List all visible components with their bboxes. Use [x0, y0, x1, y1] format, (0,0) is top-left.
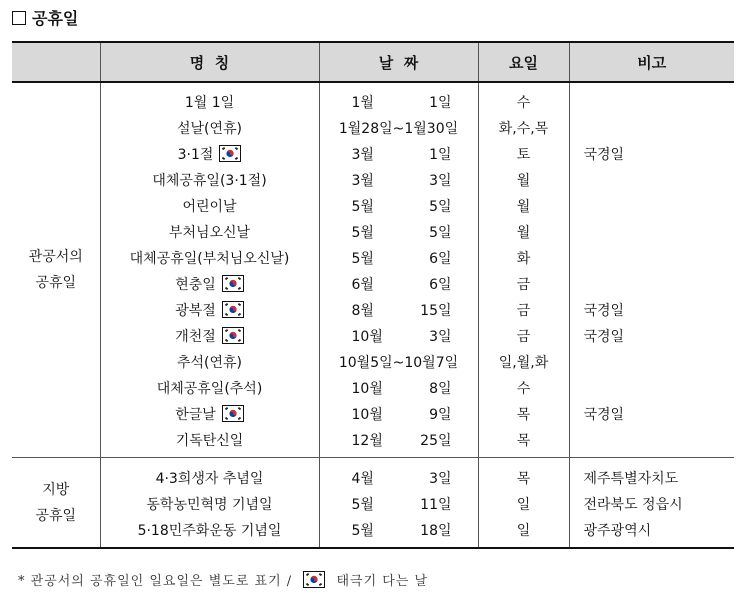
holiday-note: [570, 116, 735, 142]
holiday-note: [570, 90, 735, 116]
holiday-date-day: 3일: [429, 471, 452, 487]
holiday-name-text: 4·3희생자 추념일: [155, 471, 264, 487]
holiday-weekday: 일: [516, 523, 531, 539]
holiday-table: [12, 41, 734, 549]
holiday-name: [101, 298, 319, 324]
holiday-date-month: 3월: [351, 147, 374, 163]
public-dates-col: [320, 83, 478, 457]
holiday-date-month: 12월: [351, 433, 383, 449]
holiday-weekday: 금: [516, 303, 531, 319]
holiday-note: [570, 220, 735, 246]
holiday-date: [320, 298, 478, 324]
holiday-date: [320, 142, 478, 168]
holiday-date-day: 1일: [429, 147, 452, 163]
header-category: [12, 42, 100, 82]
public-weekdays-col: [479, 83, 569, 457]
holiday-name-text: 한글날: [175, 407, 216, 423]
holiday-name-text: 1월 1일: [184, 95, 235, 111]
holiday-name-text: 대체공휴일(추석): [156, 381, 263, 397]
holiday-date-day: 1일: [429, 95, 452, 111]
holiday-note: [570, 168, 735, 194]
holiday-date-day: 6일: [429, 251, 452, 267]
holiday-name-text: 부처님오신날: [168, 225, 251, 241]
holiday-weekday: 일: [516, 497, 531, 513]
category-local-line2: 공휴일: [35, 507, 77, 524]
footnote: [18, 570, 428, 589]
holiday-name-text: 대체공휴일(3·1절): [152, 173, 267, 189]
holiday-note: [570, 428, 735, 454]
holiday-name-text: 개천절: [175, 329, 216, 345]
holiday-date: [320, 272, 478, 298]
public-notes-col: [570, 83, 735, 457]
holiday-date-month: 5월: [351, 523, 374, 539]
holiday-note: 제주특별자치도: [583, 471, 679, 487]
holiday-note: 국경일: [583, 407, 625, 423]
holiday-date: [320, 220, 478, 246]
holiday-weekday: 토: [516, 147, 531, 163]
table-header-row: [12, 42, 734, 82]
holiday-weekday: 일,월,화: [498, 355, 549, 371]
holiday-date-day: 18일: [420, 523, 452, 539]
header-note: 비고: [569, 42, 734, 82]
taegukgi-flag-icon: [303, 571, 325, 588]
local-holiday-group: [12, 458, 734, 549]
holiday-name: [101, 142, 319, 168]
holiday-note: [570, 246, 735, 272]
category-local: [12, 458, 100, 549]
local-names-col: [101, 458, 319, 547]
holiday-date: [320, 168, 478, 194]
taegukgi-flag-icon: [219, 145, 241, 162]
holiday-weekday: 월: [516, 173, 531, 189]
holiday-date-day: 9일: [429, 407, 452, 423]
holiday-date-range: 1월28일~1월30일: [338, 121, 459, 137]
holiday-date: [320, 466, 478, 492]
holiday-weekday: 목: [516, 407, 531, 423]
holiday-date-day: 5일: [429, 199, 452, 215]
local-weekdays-col: [479, 458, 569, 547]
public-names-col: [101, 83, 319, 457]
holiday-name: [101, 90, 319, 116]
holiday-name-text: 동학농민혁명 기념일: [146, 497, 273, 513]
holiday-name-text: 3·1절: [177, 147, 214, 163]
holiday-date-day: 5일: [429, 225, 452, 241]
holiday-note: 국경일: [583, 303, 625, 319]
holiday-date-day: 11일: [420, 497, 452, 513]
holiday-name: [101, 194, 319, 220]
holiday-date-month: 10월: [351, 329, 383, 345]
taegukgi-flag-icon: [222, 327, 244, 344]
holiday-name: [101, 168, 319, 194]
holiday-weekday: 목: [516, 471, 531, 487]
holiday-date: [320, 492, 478, 518]
holiday-name-text: 기독탄신일: [175, 433, 244, 449]
holiday-date: [320, 402, 478, 428]
holiday-weekday: 월: [516, 225, 531, 241]
holiday-date: [320, 428, 478, 454]
holiday-name: [101, 272, 319, 298]
public-holiday-group: [12, 82, 734, 458]
holiday-note: [570, 194, 735, 220]
holiday-name-text: 추석(연휴): [176, 355, 243, 371]
holiday-weekday: 화: [516, 251, 531, 267]
holiday-weekday: 목: [516, 433, 531, 449]
holiday-note: [570, 376, 735, 402]
holiday-date-month: 10월: [351, 381, 383, 397]
holiday-date: [320, 246, 478, 272]
holiday-date-day: 8일: [429, 381, 452, 397]
holiday-date-day: 15일: [420, 303, 452, 319]
holiday-date-month: 5월: [351, 225, 374, 241]
holiday-name-text: 설날(연휴): [176, 121, 243, 137]
holiday-name: [101, 350, 319, 376]
holiday-date-month: 1월: [351, 95, 374, 111]
holiday-weekday: 수: [516, 381, 531, 397]
holiday-date: [320, 376, 478, 402]
holiday-name: [101, 428, 319, 454]
taegukgi-flag-icon: [222, 301, 244, 318]
header-date: 날 짜: [319, 42, 478, 82]
category-local-line1: 지방: [42, 481, 70, 498]
holiday-date-range: 10월5일~10월7일: [338, 355, 459, 371]
footnote-text-2: 태극기 다는 날: [336, 574, 429, 589]
category-public-line2: 공휴일: [35, 275, 77, 291]
holiday-date: [320, 194, 478, 220]
holiday-weekday: 수: [516, 95, 531, 111]
holiday-date-month: 8월: [351, 303, 374, 319]
holiday-name-text: 광복절: [175, 303, 216, 319]
footnote-text-1: * 관공서의 공휴일인 일요일은 별도로 표기 /: [18, 574, 293, 589]
holiday-name-text: 현충일: [175, 277, 216, 293]
holiday-name: [101, 376, 319, 402]
holiday-name: [101, 324, 319, 350]
checkbox-square-icon: [12, 11, 26, 25]
holiday-date-month: 4월: [351, 471, 374, 487]
local-dates-col: [320, 458, 478, 547]
holiday-date: [320, 518, 478, 544]
holiday-date: [320, 350, 478, 376]
holiday-date: [320, 116, 478, 142]
holiday-weekday: 금: [516, 277, 531, 293]
holiday-name: [101, 492, 319, 518]
local-notes-col: [570, 458, 735, 547]
holiday-date-month: 3월: [351, 173, 374, 189]
holiday-date-month: 6월: [351, 277, 374, 293]
header-weekday: 요일: [478, 42, 569, 82]
holiday-date-day: 3일: [429, 173, 452, 189]
header-name: 명 칭: [100, 42, 319, 82]
holiday-weekday: 화,수,목: [498, 121, 549, 137]
taegukgi-flag-icon: [222, 405, 244, 422]
holiday-name: [101, 518, 319, 544]
holiday-note: 전라북도 정읍시: [583, 497, 683, 513]
holiday-date: [320, 324, 478, 350]
taegukgi-flag-icon: [222, 275, 244, 292]
holiday-name-text: 5·18민주화운동 기념일: [137, 523, 282, 539]
holiday-note: [570, 350, 735, 376]
holiday-note: 국경일: [583, 147, 625, 163]
category-public-line1: 관공서의: [28, 249, 83, 265]
holiday-name-text: 어린이날: [182, 199, 237, 215]
holiday-name: [101, 402, 319, 428]
page-title: [12, 6, 78, 29]
holiday-date-day: 6일: [429, 277, 452, 293]
holiday-date-day: 25일: [420, 433, 452, 449]
page-title-text: 공휴일: [32, 9, 79, 28]
holiday-name: [101, 220, 319, 246]
holiday-weekday: 금: [516, 329, 531, 345]
holiday-name-text: 대체공휴일(부처님오신날): [129, 251, 290, 267]
holiday-date-month: 10월: [351, 407, 383, 423]
holiday-note: 국경일: [583, 329, 625, 345]
holiday-date-month: 5월: [351, 497, 374, 513]
holiday-weekday: 월: [516, 199, 531, 215]
holiday-name: [101, 246, 319, 272]
category-public: [12, 82, 100, 458]
holiday-date-month: 5월: [351, 251, 374, 267]
holiday-name: [101, 116, 319, 142]
holiday-date-month: 5월: [351, 199, 374, 215]
holiday-name: [101, 466, 319, 492]
holiday-note: 광주광역시: [583, 523, 652, 539]
holiday-date-day: 3일: [429, 329, 452, 345]
holiday-note: [570, 272, 735, 298]
holiday-date: [320, 90, 478, 116]
